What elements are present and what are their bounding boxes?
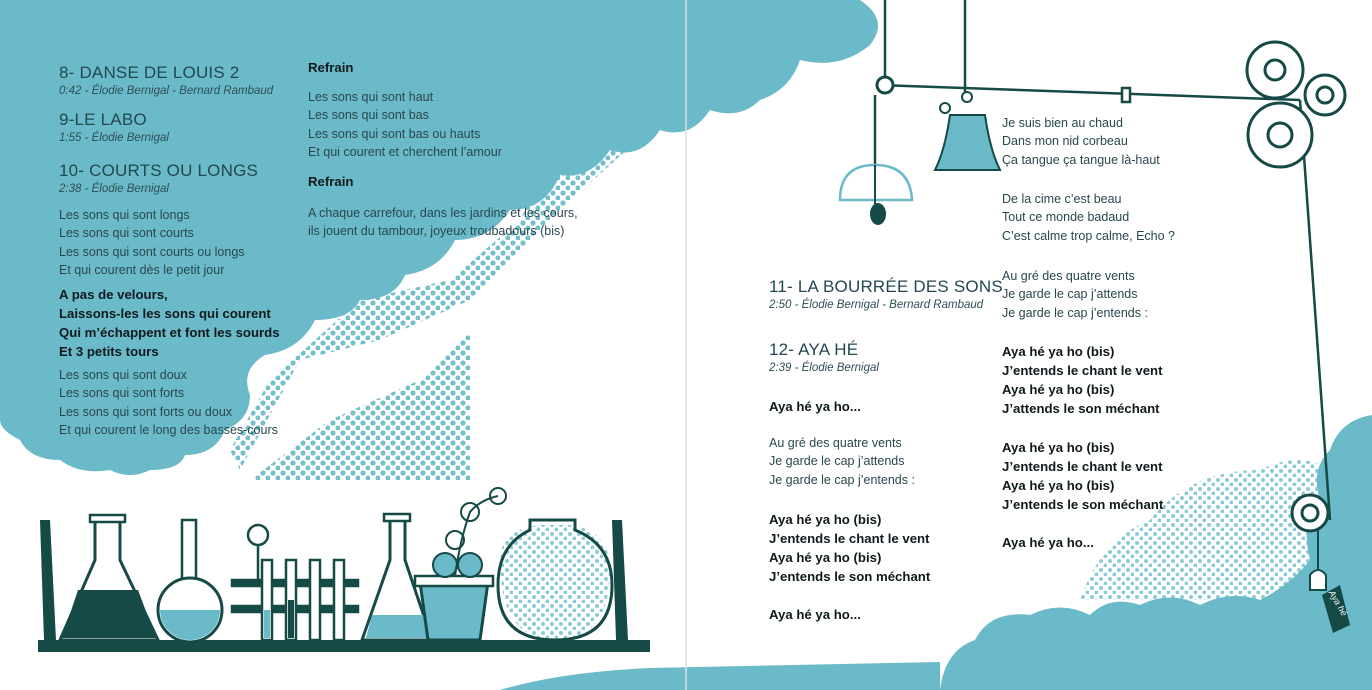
lyric-line: Dans mon nid corbeau [1002,134,1128,149]
lyric-line: Laissons-les les sons qui courent [59,306,271,321]
track-12 [769,340,879,376]
lyric-line: J’entends le son méchant [1002,497,1164,512]
dotted-smoke-lower [250,330,470,480]
flask-icon [60,515,158,640]
test-tube-rack-icon [232,525,358,640]
lyric-line: Les sons qui sont courts [59,226,194,241]
lyric-line: De la cime c’est beau [1002,192,1122,206]
lyric-line: Aya hé ya ho (bis) [769,550,882,565]
stanza-3 [1002,267,1148,322]
lyric-line: Et qui courent dès le petit jour [59,263,225,278]
track-credit: 2:38 - Élodie Bernigal [59,183,169,195]
track-title: 9-LE LABO [59,110,147,129]
lyric-line: Tout ce monde badaud [1002,210,1130,225]
stanza-1 [1002,114,1160,169]
lyric-line: Je garde le cap j’attends [769,454,905,469]
lyric-line: Aya hé ya ho (bis) [1002,344,1115,359]
lyric-line: Aya hé ya ho (bis) [769,512,882,527]
lyric-outro: Aya hé ya ho... [1002,535,1094,550]
lyric-line: ils jouent du tambour, joyeux troubadours (bis) [308,224,565,239]
stanza-2 [1002,190,1175,245]
track-title: 11- LA BOURRÉE DES SONS [769,277,1003,296]
lyric-line: C’est calme trop calme, Echo ? [1002,228,1175,243]
lyric-line: Ça tangue ça tangue là-haut [1002,152,1160,167]
lyric-line: J’entends le chant le vent [1002,459,1163,474]
lyric-line: Je garde le cap j’attends [1002,287,1138,302]
lyric-line: Les sons qui sont longs [59,208,190,222]
tag-text: Aya hé [1326,588,1350,618]
lyric-line: Au gré des quatre vents [1002,269,1135,283]
lyric-intro: Aya hé ya ho... [769,399,861,414]
track-11 [769,277,1003,313]
lyric-line: Au gré des quatre vents [769,436,902,450]
lyric-line: Je garde le cap j’entends : [1002,305,1148,320]
track-8 [59,63,273,99]
track-title: 12- AYA HÉ [769,340,859,359]
lyric-line: Et qui courent le long des basses-cours [59,423,278,438]
refrain-label: Refrain [308,174,354,189]
lyric-line: J’entends le chant le vent [769,531,930,546]
lyric-line: A pas de velours, [59,287,168,302]
chorus [59,285,280,361]
lyric-line: Et qui courent et cherchent l’amour [308,145,502,160]
lyric-line: J’entends le son méchant [769,569,931,584]
lyric-line: J’attends le son méchant [1002,401,1160,416]
lamp-icon [840,165,912,225]
lyric-line: J’entends le chant le vent [1002,363,1163,378]
verse-4 [308,204,578,241]
plant-pot-icon [415,488,506,640]
track-10 [59,161,258,197]
lyric-outro: Aya hé ya ho... [769,607,861,622]
chorus-2 [1002,438,1163,514]
chorus [769,510,930,586]
track-title: 10- COURTS OU LONGS [59,161,259,180]
lyric-line: Je garde le cap j’entends : [769,472,915,487]
track-title: 8- DANSE DE LOUIS 2 [59,63,240,82]
lyric-line: Les sons qui sont doux [59,368,187,382]
lyric-line: Qui m’échappent et font les sourds [59,325,280,340]
verse-1 [59,206,245,280]
lyric-line: Les sons qui sont bas [308,108,429,123]
lyric-line: Les sons qui sont forts ou doux [59,404,233,419]
track-credit: 0:42 - Élodie Bernigal - Bernard Rambaud [59,85,274,97]
lyric-line: Je suis bien au chaud [1002,116,1123,130]
lyric-line: Aya hé ya ho (bis) [1002,478,1115,493]
verse [769,434,915,489]
lyric-line: Aya hé ya ho (bis) [1002,382,1115,397]
lyric-line: Les sons qui sont bas ou hauts [308,126,481,141]
track-credit: 1:55 - Élodie Bernigal [59,132,169,144]
lyric-line: Aya hé ya ho (bis) [1002,440,1115,455]
verse-3 [308,88,502,162]
track-9 [59,110,169,146]
lyric-line: Les sons qui sont haut [308,90,434,104]
lyric-line: Les sons qui sont forts [59,386,185,401]
track-credit: 2:50 - Élodie Bernigal - Bernard Rambaud [769,299,984,311]
bell-icon [935,92,1000,170]
lyric-line: Et 3 petits tours [59,344,159,359]
lyric-line: Les sons qui sont courts ou longs [59,244,245,259]
chorus-1 [1002,342,1163,418]
track-credit: 2:39 - Élodie Bernigal [769,362,879,374]
refrain-label: Refrain [308,60,354,75]
verse-2 [59,366,278,440]
round-flask-icon [158,520,222,642]
lyric-line: A chaque carrefour, dans les jardins et les cours, [308,206,578,220]
